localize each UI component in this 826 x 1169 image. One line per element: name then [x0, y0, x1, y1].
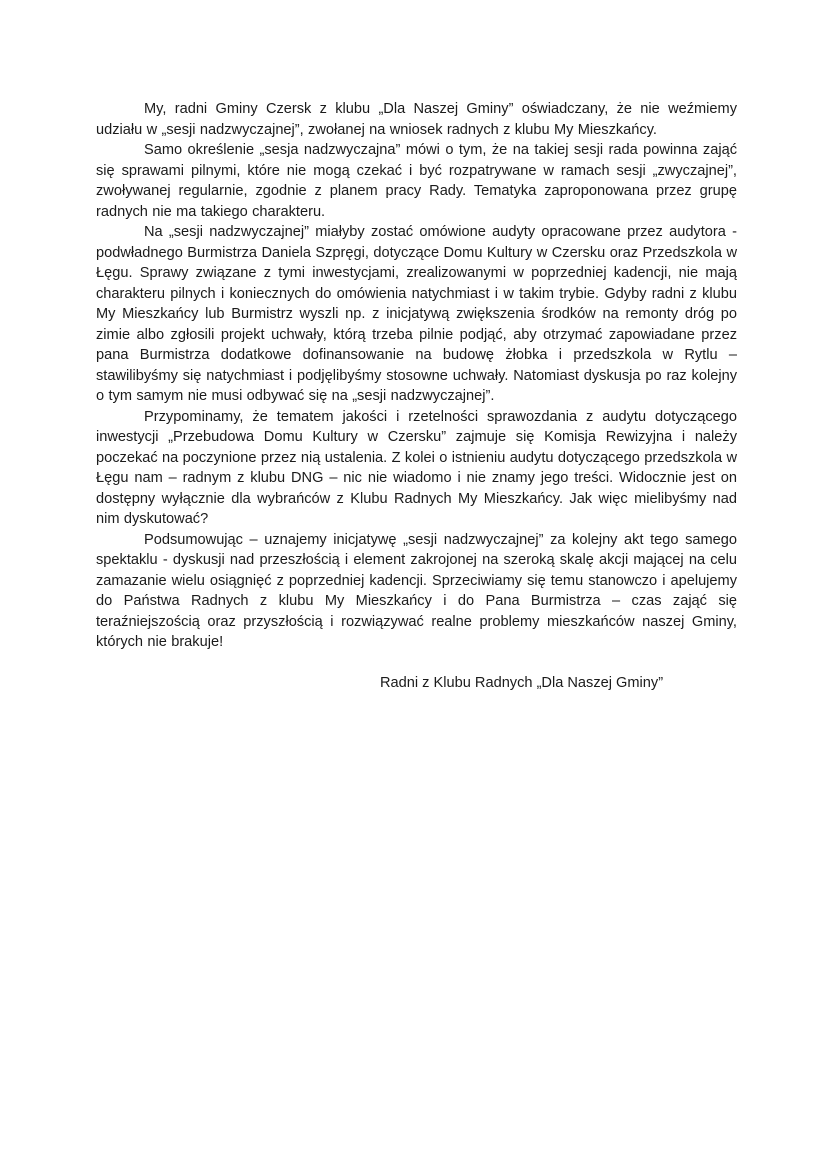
- paragraph: Na „sesji nadzwyczajnej” miałyby zostać omówione audyty opracowane przez audytora - podwładnego Burmistrza Daniela Szpręgi, dotyczące Domu Kultury w Czersku oraz Przedszkola w Łęgu. Sprawy związane z tymi inwestycjami, zrealizowanymi w poprzedniej kadencji, nie mają charakteru pilnych i koniecznych do omówienia natychmiast i w takim trybie. Gdyby radni z klubu My Mieszkańcy lub Burmistrz wyszli np. z inicjatywą zwiększenia środków na remonty dróg po zimie albo zgłosili projekt uchwały, którą trzeba pilnie podjąć, aby otrzymać zapowiadane przez pana Burmistrza dodatkowe dofinansowanie na budowę żłobka i przedszkola w Rytlu – stawilibyśmy się natychmiast i podjęlibyśmy stosowne uchwały. Natomiast dyskusja po raz kolejny o tym samym nie musi odbywać się na „sesji nadzwyczajnej”.: [96, 224, 737, 404]
- paragraph: Samo określenie „sesja nadzwyczajna” mówi o tym, że na takiej sesji rada powinna zająć się sprawami pilnymi, które nie mogą czekać i być rozpatrywane w ramach sesji „zwyczajnej”, zwoływanej regularnie, zgodnie z planem pracy Rady. Tematyka zaproponowana przez grupę radnych nie ma takiego charakteru.: [96, 142, 737, 220]
- paragraph: Przypominamy, że tematem jakości i rzetelności sprawozdania z audytu dotyczącego inwestycji „Przebudowa Domu Kultury w Czersku” zajmuje się Komisja Rewizyjna i należy poczekać na poczynione przez nią ustalenia. Z kolei o istnieniu audytu dotyczącego przedszkola w Łęgu nam – radnym z klubu DNG – nic nie wiadomo i nie znamy jego treści. Widocznie jest on dostępny wyłącznie dla wybrańców z Klubu Radnych My Mieszkańcy. Jak więc mielibyśmy nad nim dyskutować?: [96, 408, 737, 527]
- paragraph: Podsumowując – uznajemy inicjatywę „sesji nadzwyczajnej” za kolejny akt tego samego spektaklu - dyskusji nad przeszłością i element zakrojonej na szeroką skalę akcji mającej na celu zamazanie wielu osiągnięć z poprzedniej kadencji. Sprzeciwiamy się temu stanowczo i apelujemy do Państwa Radnych z klubu My Mieszkańcy i do Pana Burmistrza – czas zająć się teraźniejszością oraz przyszłością i rozwiązywać realne problemy mieszkańców naszej Gminy, których nie brakuje!: [96, 531, 737, 650]
- paragraph: My, radni Gminy Czersk z klubu „Dla Naszej Gminy” oświadczany, że nie weźmiemy udziału w „sesji nadzwyczajnej”, zwołanej na wniosek radnych z klubu My Mieszkańcy.: [96, 101, 737, 138]
- signature-line: Radni z Klubu Radnych „Dla Naszej Gminy”: [380, 674, 664, 691]
- document-body: [96, 99, 737, 693]
